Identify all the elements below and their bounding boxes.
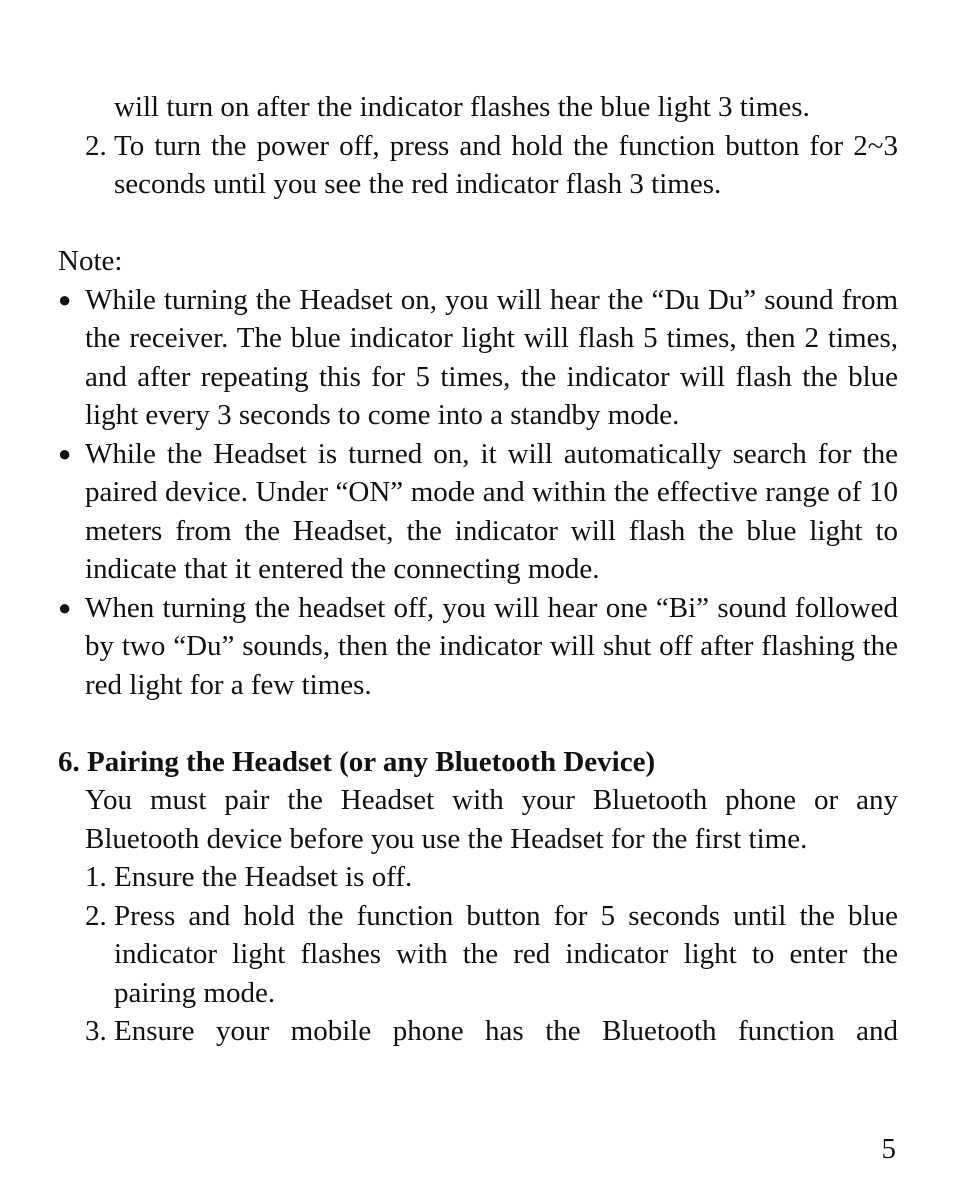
- pairing-steps-list: [58, 858, 898, 1051]
- note-item: [58, 435, 898, 589]
- note-item: [58, 281, 898, 435]
- note-text: While turning the Headset on, you will hear the “Du Du” sound from the receiver. The blue indicator light will flash 5 times, then 2 times, and after repeating this for 5 times, the indicator will flash the blue light every 3 seconds to come into a standby mode.: [85, 283, 898, 431]
- bullet-icon: ●: [58, 286, 72, 312]
- pairing-step: [58, 897, 898, 1013]
- note-text: When turning the headset off, you will hear one “Bi” sound followed by two “Du” sounds, then the indicator will shut off after flashing the red light for a few times.: [85, 591, 898, 701]
- bullet-icon: ●: [58, 594, 72, 620]
- pairing-step: [58, 1012, 898, 1051]
- note-label: Note:: [58, 245, 123, 277]
- note-text: While the Headset is turned on, it will automatically search for the paired device. Under “ON” mode and within the effective range of 10 meters from the Headset, the indicator will flash the blue light to indicate that it entered the connecting mode.: [85, 437, 898, 585]
- step-text: To turn the power off, press and hold the function button for 2~3 seconds until you see the red indicator flash 3 times.: [114, 129, 898, 200]
- section-intro: You must pair the Headset with your Bluetooth phone or any Bluetooth device before you use the Headset for the first time.: [85, 784, 898, 855]
- bullet-icon: ●: [58, 440, 72, 466]
- step-text: Ensure the Headset is off.: [114, 861, 413, 893]
- section-heading: 6. Pairing the Headset (or any Bluetooth Device): [58, 745, 656, 778]
- note-item: [58, 589, 898, 705]
- step-number: 1.: [85, 861, 107, 893]
- spacer: [58, 204, 898, 243]
- step-text: Ensure your mobile phone has the Bluetooth function and: [114, 1015, 898, 1047]
- step-number: 2.: [85, 129, 107, 162]
- step-text: Press and hold the function button for 5 seconds until the blue indicator light flashes with the red indicator light to enter the pairing mode.: [114, 899, 898, 1009]
- manual-page-content: [58, 88, 898, 1051]
- pairing-step: [58, 858, 898, 897]
- spacer: [58, 704, 898, 743]
- page-number: 5: [881, 1133, 896, 1165]
- power-off-step: [58, 127, 898, 204]
- step-number: 2.: [85, 899, 107, 932]
- step-number: 3.: [85, 1015, 107, 1047]
- continuation-text: will turn on after the indicator flashes the blue light 3 times.: [114, 91, 810, 123]
